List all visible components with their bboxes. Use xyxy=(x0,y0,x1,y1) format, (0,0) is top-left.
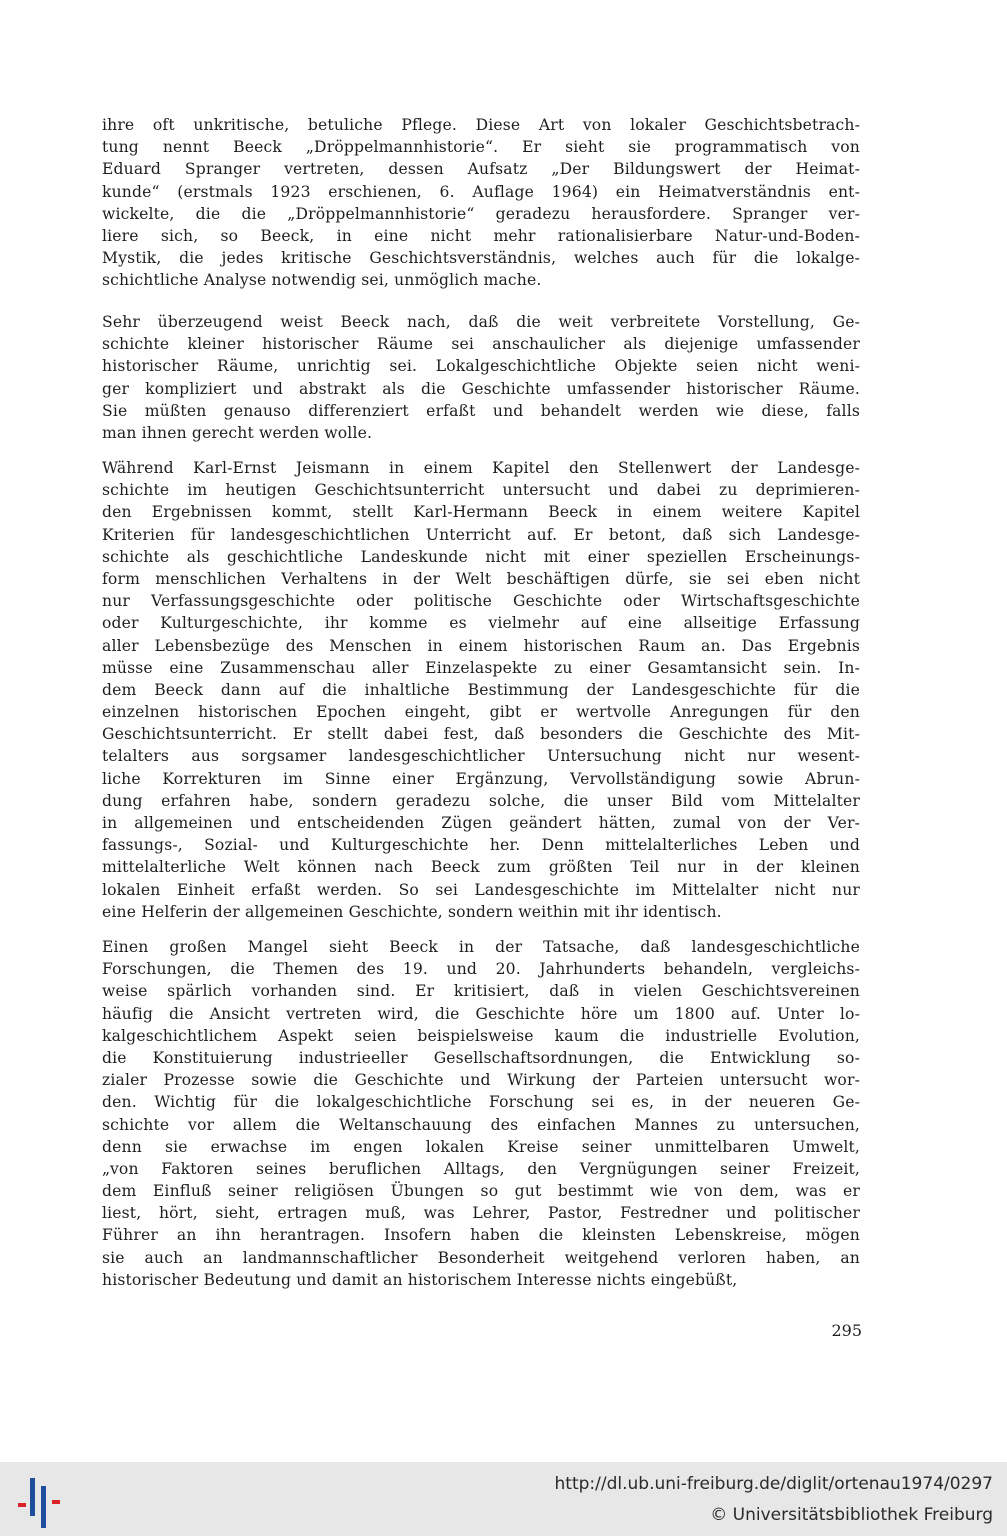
text-line: oder Kulturgeschichte, ihr komme es vielmehr auf eine allseitige Erfassung xyxy=(102,614,860,633)
paragraph-2 xyxy=(102,311,860,444)
text-line: schichte vor allem die Weltanschauung des einfachen Mannes zu untersuchen, xyxy=(102,1115,860,1134)
text-line: kalgeschichtlichem Aspekt seien beispielsweise kaum die industrielle Evolution, xyxy=(102,1026,860,1045)
text-line: ihre oft unkritische, betuliche Pflege. Diese Art von lokaler Geschichtsbetrach- xyxy=(102,116,860,134)
page-number: 295 xyxy=(831,1321,862,1340)
text-line: den Ergebnissen kommt, stellt Karl-Hermann Beeck in einem weitere Kapitel xyxy=(102,503,860,522)
text-line: Kriterien für landesgeschichtlichen Unterricht auf. Er betont, daß sich Landesge- xyxy=(102,525,860,544)
text-line: man ihnen gerecht werden wolle. xyxy=(102,423,373,442)
text-line: sie auch an landmannschaftlicher Besonderheit weitgehend verloren haben, an xyxy=(102,1248,860,1267)
paragraph-4 xyxy=(102,936,860,1291)
text-line: Forschungen, die Themen des 19. und 20. Jahrhunderts behandeln, vergleichs- xyxy=(102,960,860,979)
text-line: denn sie erwachse im engen lokalen Kreise seiner unmittelbaren Umwelt, xyxy=(102,1137,860,1156)
text-line: eine Helferin der allgemeinen Geschichte, sondern weithin mit ihr identisch. xyxy=(102,902,722,921)
text-line: weise spärlich vorhanden sind. Er kritisiert, daß in vielen Geschichtsvereinen xyxy=(102,982,860,1001)
text-line: den. Wichtig für die lokalgeschichtliche Forschung sei es, in der neueren Ge- xyxy=(102,1093,860,1112)
text-line: Sie müßten genauso differenziert erfaßt und behandelt werden wie diese, falls xyxy=(102,401,860,420)
text-line: häufig die Ansicht vertreten wird, die Geschichte höre um 1800 auf. Unter lo- xyxy=(102,1004,860,1023)
text-line: wickelte, die die „Dröppelmannhistorie“ geradezu herausfordere. Spranger ver- xyxy=(102,204,860,223)
text-line: zialer Prozesse sowie die Geschichte und Wirkung der Parteien untersucht wor- xyxy=(102,1071,860,1090)
text-line: telalters aus sorgsamer landesgeschichtlicher Untersuchung nicht nur wesent- xyxy=(102,747,860,766)
text-line: aller Lebensbezüge des Menschen in einem historischen Raum an. Das Ergebnis xyxy=(102,636,860,655)
ub-freiburg-logo-icon xyxy=(16,1472,64,1528)
paragraph-1 xyxy=(102,114,860,292)
text-line: nur Verfassungsgeschichte oder politische Geschichte oder Wirtschaftsgeschichte xyxy=(102,592,860,611)
text-line: dem Beeck dann auf die inhaltliche Bestimmung der Landesgeschichte für die xyxy=(102,680,860,699)
text-line: lokalen Einheit erfaßt werden. So sei Landesgeschichte im Mittelalter nicht nur xyxy=(102,880,860,899)
text-line: fassungs-, Sozial- und Kulturgeschichte her. Denn mittelalterliches Leben und xyxy=(102,836,860,855)
text-line: schichte im heutigen Geschichtsunterricht untersucht und dabei zu deprimieren- xyxy=(102,481,860,500)
footer-copyright: © Universitätsbibliothek Freiburg xyxy=(710,1505,993,1525)
text-line: historischer Räume, unrichtig sei. Lokalgeschichtliche Objekte seien nicht weni- xyxy=(102,357,860,376)
text-line: Einen großen Mangel sieht Beeck in der Tatsache, daß landesgeschichtliche xyxy=(102,938,860,956)
text-line: liest, hört, sieht, ertragen muß, was Lehrer, Pastor, Festredner und politischer xyxy=(102,1204,860,1223)
text-line: form menschlichen Verhaltens in der Welt beschäftigen dürfe, sie sei eben nicht xyxy=(102,569,860,588)
text-line: schichtliche Analyse notwendig sei, unmöglich mache. xyxy=(102,271,542,290)
text-line: müsse eine Zusammenschau aller Einzelaspekte zu einer Gesamtansicht sein. In- xyxy=(102,658,860,677)
text-line: Geschichtsunterricht. Er stellt dabei fest, daß besonders die Geschichte des Mit- xyxy=(102,725,860,744)
text-line: schichte als geschichtliche Landeskunde nicht mit einer speziellen Erscheinungs- xyxy=(102,547,860,566)
text-line: „von Faktoren seines beruflichen Alltags, den Vergnügungen seiner Freizeit, xyxy=(102,1159,860,1178)
text-line: liere sich, so Beeck, in eine nicht mehr rationalisierbare Natur-und-Boden- xyxy=(102,226,860,245)
text-line: einzelnen historischen Epochen eingeht, gibt er wertvolle Anregungen für den xyxy=(102,703,860,722)
text-line: ger kompliziert und abstrakt als die Geschichte umfassender historischer Räume. xyxy=(102,379,860,398)
footer-bar xyxy=(0,1462,1007,1536)
text-line: Eduard Spranger vertreten, dessen Aufsatz „Der Bildungswert der Heimat- xyxy=(102,160,860,179)
text-line: kunde“ (erstmals 1923 erschienen, 6. Auflage 1964) ein Heimatverständnis ent- xyxy=(102,182,860,201)
text-line: Während Karl-Ernst Jeismann in einem Kapitel den Stellenwert der Landesge- xyxy=(102,459,860,477)
text-line: mittelalterliche Welt können nach Beeck zum größten Teil nur in der kleinen xyxy=(102,858,860,877)
text-line: dung erfahren habe, sondern geradezu solche, die unser Bild vom Mittelalter xyxy=(102,791,860,810)
text-line: historischer Bedeutung und damit an historischem Interesse nichts eingebüßt, xyxy=(102,1270,738,1289)
paragraph-3 xyxy=(102,457,860,923)
text-line: Mystik, die jedes kritische Geschichtsverständnis, welches auch für die lokalge- xyxy=(102,249,860,268)
text-line: dem Einfluß seiner religiösen Übungen so gut bestimmt wie von dem, was er xyxy=(102,1182,860,1201)
text-line: liche Korrekturen im Sinne einer Ergänzung, Vervollständigung sowie Abrun- xyxy=(102,769,860,788)
text-line: tung nennt Beeck „Dröppelmannhistorie“. Er sieht sie programmatisch von xyxy=(102,138,860,157)
text-line: schichte kleiner historischer Räume sei anschaulicher als diejenige umfassender xyxy=(102,335,860,354)
text-line: in allgemeinen und entscheidenden Zügen geändert hätten, zumal von der Ver- xyxy=(102,814,860,832)
text-line: die Konstituierung industrieeller Gesellschaftsordnungen, die Entwicklung so- xyxy=(102,1048,860,1067)
text-line: Sehr überzeugend weist Beeck nach, daß die weit verbreitete Vorstellung, Ge- xyxy=(102,313,860,331)
text-line: Führer an ihn herantragen. Insofern haben die kleinsten Lebenskreise, mögen xyxy=(102,1226,860,1245)
footer-url-link[interactable]: http://dl.ub.uni-freiburg.de/diglit/ortenau1974/0297 xyxy=(554,1474,993,1494)
